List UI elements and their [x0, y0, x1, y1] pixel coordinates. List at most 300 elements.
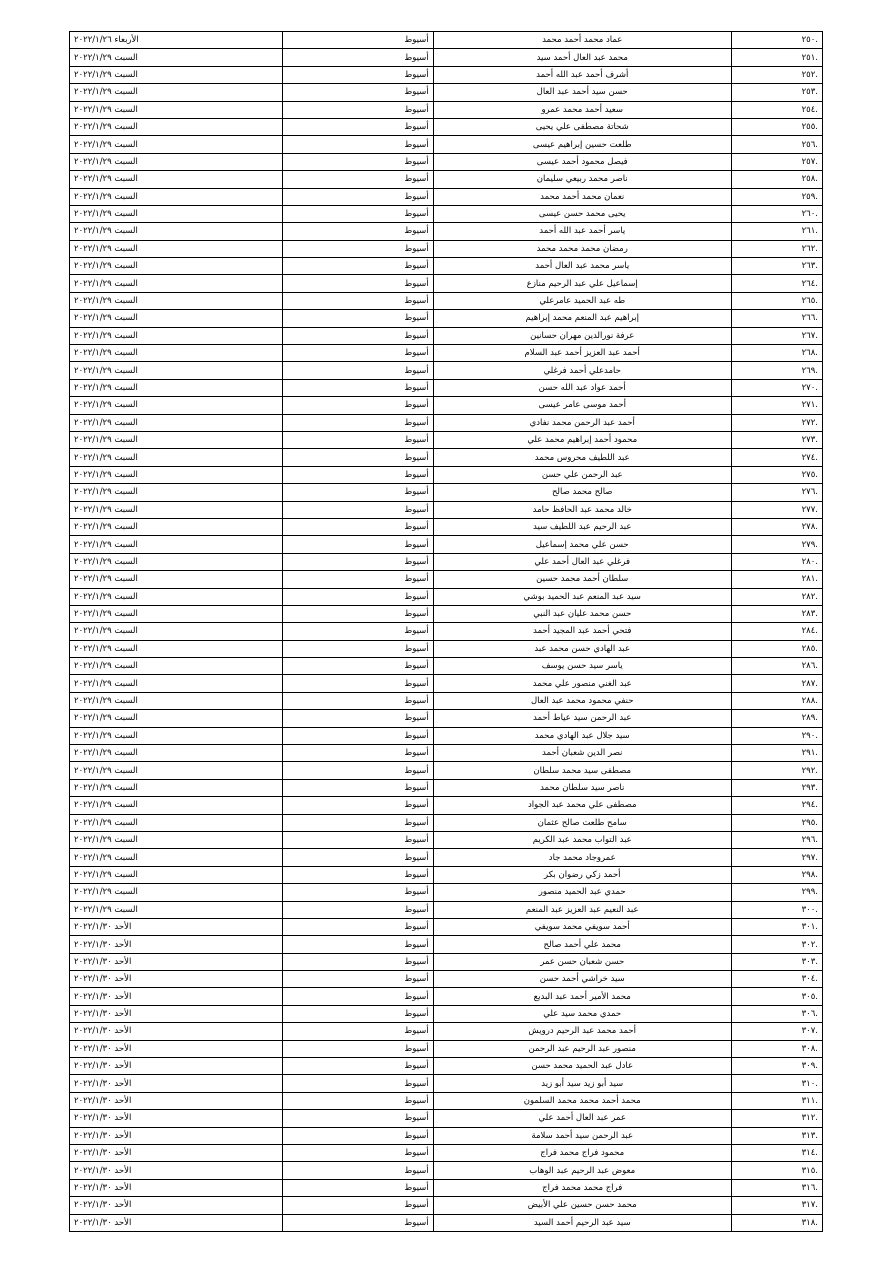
person-name: ياسر أحمد عبد الله أحمد: [433, 223, 731, 240]
city: أسيوط: [283, 640, 433, 657]
row-number: .٢٦٢: [731, 240, 822, 257]
table-row: [70, 397, 823, 414]
row-number: .٢٨٧: [731, 675, 822, 692]
city: أسيوط: [283, 501, 433, 518]
date: السبت ٢٠٢٢/١/٢٩: [70, 310, 283, 327]
table-row: [70, 118, 823, 135]
row-number: .٣١٠: [731, 1075, 822, 1092]
person-name: محمد علي أحمد صالح: [433, 936, 731, 953]
table-row: [70, 779, 823, 796]
row-number: .٢٧٥: [731, 466, 822, 483]
city: أسيوط: [283, 1179, 433, 1196]
city: أسيوط: [283, 710, 433, 727]
person-name: عبد الهادي حسن محمد عبد: [433, 640, 731, 657]
date: السبت ٢٠٢٢/١/٢٩: [70, 849, 283, 866]
person-name: حمدي عبد الحميد منصور: [433, 884, 731, 901]
table-row: [70, 1110, 823, 1127]
person-name: سيد جلال عبد الهادي محمد: [433, 727, 731, 744]
row-number: .٢٨٣: [731, 605, 822, 622]
date: السبت ٢٠٢٢/١/٢٩: [70, 449, 283, 466]
table-row: [70, 414, 823, 431]
person-name: عبد الغني منصور علي محمد: [433, 675, 731, 692]
person-name: عبد الرحمن سيد عياط أحمد: [433, 710, 731, 727]
city: أسيوط: [283, 32, 433, 49]
table-row: [70, 84, 823, 101]
date: الأحد ٢٠٢٢/١/٣٠: [70, 936, 283, 953]
row-number: .٣٠١: [731, 918, 822, 935]
city: أسيوط: [283, 1145, 433, 1162]
table-row: [70, 501, 823, 518]
row-number: .٢٥١: [731, 49, 822, 66]
person-name: عبد النعيم عبد العزيز عبد المنعم: [433, 901, 731, 918]
table-row: [70, 484, 823, 501]
row-number: .٢٧٦: [731, 484, 822, 501]
date: السبت ٢٠٢٢/١/٢٩: [70, 153, 283, 170]
person-name: شحاتة مصطفى علي يحيى: [433, 118, 731, 135]
table-row: [70, 901, 823, 918]
date: السبت ٢٠٢٢/١/٢٩: [70, 762, 283, 779]
table-row: [70, 240, 823, 257]
date: السبت ٢٠٢٢/١/٢٩: [70, 831, 283, 848]
city: أسيوط: [283, 66, 433, 83]
row-number: .٢٧٣: [731, 431, 822, 448]
date: السبت ٢٠٢٢/١/٢٩: [70, 171, 283, 188]
person-name: عبد الرحمن علي حسن: [433, 466, 731, 483]
row-number: .٣٠٢: [731, 936, 822, 953]
date: السبت ٢٠٢٢/١/٢٩: [70, 623, 283, 640]
person-name: طلعت حسين إبراهيم عيسى: [433, 136, 731, 153]
date: الأحد ٢٠٢٢/١/٣٠: [70, 1005, 283, 1022]
row-number: .٢٨٠: [731, 553, 822, 570]
city: أسيوط: [283, 988, 433, 1005]
date: السبت ٢٠٢٢/١/٢٩: [70, 345, 283, 362]
person-name: أحمد موسى عامر عيسى: [433, 397, 731, 414]
table-row: [70, 101, 823, 118]
row-number: .٣٠٦: [731, 1005, 822, 1022]
table-row: [70, 1179, 823, 1196]
city: أسيوط: [283, 588, 433, 605]
city: أسيوط: [283, 553, 433, 570]
date: السبت ٢٠٢٢/١/٢٩: [70, 588, 283, 605]
date: السبت ٢٠٢٢/١/٢٩: [70, 710, 283, 727]
table-row: [70, 675, 823, 692]
city: أسيوط: [283, 623, 433, 640]
table-row: [70, 658, 823, 675]
person-name: محمد الأمير أحمد عبد البديع: [433, 988, 731, 1005]
row-number: .٣٠٠: [731, 901, 822, 918]
row-number: .٣٠٧: [731, 1023, 822, 1040]
city: أسيوط: [283, 953, 433, 970]
date: السبت ٢٠٢٢/١/٢٩: [70, 675, 283, 692]
table-row: [70, 205, 823, 222]
person-name: أحمد عبد العزيز أحمد عبد السلام: [433, 345, 731, 362]
date: الأحد ٢٠٢٢/١/٣٠: [70, 1197, 283, 1214]
row-number: .٢٨٢: [731, 588, 822, 605]
date: السبت ٢٠٢٢/١/٢٩: [70, 240, 283, 257]
date: الأربعاء ٢٠٢٢/١/٢٦: [70, 32, 283, 49]
city: أسيوط: [283, 362, 433, 379]
row-number: .٢٧٩: [731, 536, 822, 553]
person-name: أحمد محمد عبد الرحيم درويش: [433, 1023, 731, 1040]
city: أسيوط: [283, 1040, 433, 1057]
person-name: عمروجاد محمد جاد: [433, 849, 731, 866]
date: السبت ٢٠٢٢/١/٢٩: [70, 66, 283, 83]
city: أسيوط: [283, 379, 433, 396]
city: أسيوط: [283, 971, 433, 988]
row-number: .٢٩٢: [731, 762, 822, 779]
date: الأحد ٢٠٢٢/١/٣٠: [70, 971, 283, 988]
city: أسيوط: [283, 484, 433, 501]
date: الأحد ٢٠٢٢/١/٣٠: [70, 1179, 283, 1196]
date: السبت ٢٠٢٢/١/٢٩: [70, 136, 283, 153]
row-number: .٢٦٤: [731, 275, 822, 292]
row-number: .٢٧٤: [731, 449, 822, 466]
row-number: .٢٧٧: [731, 501, 822, 518]
row-number: .٢٨٥: [731, 640, 822, 657]
person-name: سيد أبو زيد سيد أبو زيد: [433, 1075, 731, 1092]
city: أسيوط: [283, 310, 433, 327]
row-number: .٢٥٨: [731, 171, 822, 188]
date: السبت ٢٠٢٢/١/٢٩: [70, 797, 283, 814]
city: أسيوط: [283, 101, 433, 118]
date: السبت ٢٠٢٢/١/٢٩: [70, 292, 283, 309]
city: أسيوط: [283, 223, 433, 240]
table-row: [70, 623, 823, 640]
date: السبت ٢٠٢٢/١/٢٩: [70, 658, 283, 675]
city: أسيوط: [283, 779, 433, 796]
row-number: .٢٥٠: [731, 32, 822, 49]
city: أسيوط: [283, 118, 433, 135]
person-name: فيصل محمود أحمد عيسى: [433, 153, 731, 170]
city: أسيوط: [283, 414, 433, 431]
person-name: أحمد زكي رضوان بكر: [433, 866, 731, 883]
city: أسيوط: [283, 327, 433, 344]
person-name: معوض عبد الرحيم عبد الوهاب: [433, 1162, 731, 1179]
city: أسيوط: [283, 1023, 433, 1040]
table-row: [70, 1162, 823, 1179]
person-name: أحمد عبد الرحمن محمد نفادي: [433, 414, 731, 431]
city: أسيوط: [283, 431, 433, 448]
row-number: .٢٦٨: [731, 345, 822, 362]
person-name: عبد اللطيف محروس محمد: [433, 449, 731, 466]
person-name: ناصر سيد سلطان محمد: [433, 779, 731, 796]
table-row: [70, 275, 823, 292]
date: السبت ٢٠٢٢/١/٢٩: [70, 571, 283, 588]
date: السبت ٢٠٢٢/١/٢٩: [70, 727, 283, 744]
city: أسيوط: [283, 745, 433, 762]
names-table: [69, 31, 823, 1232]
row-number: .٢٩٣: [731, 779, 822, 796]
person-name: عبد الرحمن سيد أحمد سلامة: [433, 1127, 731, 1144]
city: أسيوط: [283, 884, 433, 901]
city: أسيوط: [283, 258, 433, 275]
table-row: [70, 1040, 823, 1057]
person-name: سلطان أحمد محمد حسين: [433, 571, 731, 588]
city: أسيوط: [283, 936, 433, 953]
date: الأحد ٢٠٢٢/١/٣٠: [70, 1145, 283, 1162]
table-row: [70, 988, 823, 1005]
date: السبت ٢٠٢٢/١/٢٩: [70, 779, 283, 796]
date: السبت ٢٠٢٢/١/٢٩: [70, 640, 283, 657]
row-number: .٢٧٠: [731, 379, 822, 396]
row-number: .٢٦٩: [731, 362, 822, 379]
table-row: [70, 710, 823, 727]
row-number: .٢٩٥: [731, 814, 822, 831]
city: أسيوط: [283, 518, 433, 535]
city: أسيوط: [283, 466, 433, 483]
date: السبت ٢٠٢٢/١/٢٩: [70, 605, 283, 622]
row-number: .٢٥٣: [731, 84, 822, 101]
person-name: حسن محمد عليان عبد النبي: [433, 605, 731, 622]
row-number: .٢٦٥: [731, 292, 822, 309]
person-name: سيد عبد الرحيم أحمد السيد: [433, 1214, 731, 1231]
person-name: يحيى محمد حسن عيسى: [433, 205, 731, 222]
table-row: [70, 745, 823, 762]
person-name: محمود أحمد إبراهيم محمد علي: [433, 431, 731, 448]
city: أسيوط: [283, 1110, 433, 1127]
row-number: .٣١٧: [731, 1197, 822, 1214]
person-name: خالد محمد عبد الحافظ حامد: [433, 501, 731, 518]
table-row: [70, 153, 823, 170]
person-name: نعمان محمد أحمد محمد: [433, 188, 731, 205]
table-row: [70, 849, 823, 866]
date: السبت ٢٠٢٢/١/٢٩: [70, 205, 283, 222]
table-row: [70, 831, 823, 848]
person-name: حمدي محمد سيد علي: [433, 1005, 731, 1022]
date: السبت ٢٠٢٢/١/٢٩: [70, 258, 283, 275]
person-name: نصر الدين شعبان أحمد: [433, 745, 731, 762]
person-name: طه عبد الحميد عامرعلي: [433, 292, 731, 309]
row-number: .٢٨٨: [731, 692, 822, 709]
person-name: عبد الرحيم عبد اللطيف سيد: [433, 518, 731, 535]
city: أسيوط: [283, 292, 433, 309]
row-number: .٣١٨: [731, 1214, 822, 1231]
table-row: [70, 1005, 823, 1022]
person-name: محمد أحمد محمد محمد السلمون: [433, 1092, 731, 1109]
city: أسيوط: [283, 49, 433, 66]
city: أسيوط: [283, 814, 433, 831]
person-name: محمد عبد العال أحمد سيد: [433, 49, 731, 66]
row-number: .٣٠٩: [731, 1058, 822, 1075]
table-row: [70, 1127, 823, 1144]
table-row: [70, 936, 823, 953]
date: الأحد ٢٠٢٢/١/٣٠: [70, 1023, 283, 1040]
table-row: [70, 379, 823, 396]
table-row: [70, 553, 823, 570]
city: أسيوط: [283, 1058, 433, 1075]
city: أسيوط: [283, 345, 433, 362]
row-number: .٣١٤: [731, 1145, 822, 1162]
table-row: [70, 571, 823, 588]
person-name: حسن شعبان حسن عمر: [433, 953, 731, 970]
city: أسيوط: [283, 240, 433, 257]
date: السبت ٢٠٢٢/١/٢٩: [70, 327, 283, 344]
table-row: [70, 310, 823, 327]
table-row: [70, 223, 823, 240]
row-number: .٢٥٦: [731, 136, 822, 153]
row-number: .٣٠٤: [731, 971, 822, 988]
row-number: .٣١٥: [731, 1162, 822, 1179]
city: أسيوط: [283, 275, 433, 292]
person-name: ياسر محمد عبد العال أحمد: [433, 258, 731, 275]
table-row: [70, 953, 823, 970]
row-number: .٢٦٠: [731, 205, 822, 222]
table-row: [70, 136, 823, 153]
date: الأحد ٢٠٢٢/١/٣٠: [70, 953, 283, 970]
table-body: [70, 32, 823, 1232]
date: السبت ٢٠٢٢/١/٢٩: [70, 466, 283, 483]
date: السبت ٢٠٢٢/١/٢٩: [70, 745, 283, 762]
table-row: [70, 49, 823, 66]
date: الأحد ٢٠٢٢/١/٣٠: [70, 988, 283, 1005]
city: أسيوط: [283, 397, 433, 414]
person-name: صالح محمد صالح: [433, 484, 731, 501]
city: أسيوط: [283, 727, 433, 744]
date: السبت ٢٠٢٢/١/٢٩: [70, 275, 283, 292]
city: أسيوط: [283, 1127, 433, 1144]
table-row: [70, 692, 823, 709]
row-number: .٣٠٨: [731, 1040, 822, 1057]
city: أسيوط: [283, 84, 433, 101]
table-row: [70, 866, 823, 883]
row-number: .٢٩٠: [731, 727, 822, 744]
person-name: حسن علي محمد إسماعيل: [433, 536, 731, 553]
row-number: .٢٥٧: [731, 153, 822, 170]
date: الأحد ٢٠٢٢/١/٣٠: [70, 1127, 283, 1144]
person-name: فرغلي عبد العال أحمد علي: [433, 553, 731, 570]
row-number: .٢٨٩: [731, 710, 822, 727]
city: أسيوط: [283, 918, 433, 935]
city: أسيوط: [283, 1214, 433, 1231]
row-number: .٣٠٥: [731, 988, 822, 1005]
person-name: منصور عبد الرحيم عبد الرحمن: [433, 1040, 731, 1057]
person-name: فتحي أحمد عبد المجيد أحمد: [433, 623, 731, 640]
date: الأحد ٢٠٢٢/١/٣٠: [70, 1214, 283, 1231]
row-number: .٣١٣: [731, 1127, 822, 1144]
date: السبت ٢٠٢٢/١/٢٩: [70, 101, 283, 118]
person-name: عبد التواب محمد عبد الكريم: [433, 831, 731, 848]
table-row: [70, 1197, 823, 1214]
table-row: [70, 762, 823, 779]
person-name: أحمد عواد عبد الله حسن: [433, 379, 731, 396]
date: السبت ٢٠٢٢/١/٢٩: [70, 414, 283, 431]
row-number: .٢٦٧: [731, 327, 822, 344]
table-row: [70, 327, 823, 344]
city: أسيوط: [283, 1075, 433, 1092]
table-row: [70, 1092, 823, 1109]
table-row: [70, 884, 823, 901]
city: أسيوط: [283, 692, 433, 709]
date: السبت ٢٠٢٢/١/٢٩: [70, 901, 283, 918]
table-row: [70, 971, 823, 988]
person-name: رمضان محمد محمد محمد: [433, 240, 731, 257]
person-name: ناصر محمد ربيعي سليمان: [433, 171, 731, 188]
table-row: [70, 1214, 823, 1231]
table-row: [70, 1023, 823, 1040]
city: أسيوط: [283, 675, 433, 692]
city: أسيوط: [283, 205, 433, 222]
person-name: حنفي محمود محمد عبد العال: [433, 692, 731, 709]
person-name: إسماعيل علي عبد الرحيم منازع: [433, 275, 731, 292]
date: السبت ٢٠٢٢/١/٢٩: [70, 553, 283, 570]
table-row: [70, 292, 823, 309]
person-name: فراج محمد محمد فراج: [433, 1179, 731, 1196]
table-row: [70, 518, 823, 535]
city: أسيوط: [283, 797, 433, 814]
row-number: .٢٨٤: [731, 623, 822, 640]
date: السبت ٢٠٢٢/١/٢٩: [70, 49, 283, 66]
person-name: عماد محمد أحمد محمد: [433, 32, 731, 49]
person-name: عمر عبد العال أحمد علي: [433, 1110, 731, 1127]
row-number: .٢٩٦: [731, 831, 822, 848]
city: أسيوط: [283, 901, 433, 918]
city: أسيوط: [283, 658, 433, 675]
date: السبت ٢٠٢٢/١/٢٩: [70, 884, 283, 901]
city: أسيوط: [283, 536, 433, 553]
table-row: [70, 32, 823, 49]
row-number: .٢٩٨: [731, 866, 822, 883]
city: أسيوط: [283, 831, 433, 848]
city: أسيوط: [283, 866, 433, 883]
person-name: عادل عبد الحميد محمد حسن: [433, 1058, 731, 1075]
date: الأحد ٢٠٢٢/١/٣٠: [70, 1058, 283, 1075]
table-row: [70, 1075, 823, 1092]
table-row: [70, 814, 823, 831]
person-name: مصطفى سيد محمد سلطان: [433, 762, 731, 779]
city: أسيوط: [283, 449, 433, 466]
row-number: .٣٠٣: [731, 953, 822, 970]
row-number: .٣١١: [731, 1092, 822, 1109]
date: السبت ٢٠٢٢/١/٢٩: [70, 518, 283, 535]
date: السبت ٢٠٢٢/١/٢٩: [70, 484, 283, 501]
row-number: .٢٦١: [731, 223, 822, 240]
date: السبت ٢٠٢٢/١/٢٩: [70, 397, 283, 414]
table-row: [70, 431, 823, 448]
date: السبت ٢٠٢٢/١/٢٩: [70, 431, 283, 448]
table-row: [70, 1058, 823, 1075]
person-name: سامح طلعت صالح عثمان: [433, 814, 731, 831]
date: السبت ٢٠٢٢/١/٢٩: [70, 84, 283, 101]
person-name: محمد حسن حسين علي الأبيض: [433, 1197, 731, 1214]
table-row: [70, 536, 823, 553]
row-number: .٢٥٢: [731, 66, 822, 83]
person-name: حامدعلي أحمد فرغلي: [433, 362, 731, 379]
row-number: .٢٥٩: [731, 188, 822, 205]
table-row: [70, 588, 823, 605]
date: الأحد ٢٠٢٢/١/٣٠: [70, 1110, 283, 1127]
table-row: [70, 171, 823, 188]
date: السبت ٢٠٢٢/١/٢٩: [70, 814, 283, 831]
date: السبت ٢٠٢٢/١/٢٩: [70, 866, 283, 883]
city: أسيوط: [283, 849, 433, 866]
row-number: .٢٥٥: [731, 118, 822, 135]
row-number: .٣١٢: [731, 1110, 822, 1127]
row-number: .٢٥٤: [731, 101, 822, 118]
person-name: أشرف أحمد عبد الله أحمد: [433, 66, 731, 83]
person-name: مصطفى علي محمد عبد الجواد: [433, 797, 731, 814]
date: الأحد ٢٠٢٢/١/٣٠: [70, 918, 283, 935]
table-row: [70, 466, 823, 483]
row-number: .٢٩٩: [731, 884, 822, 901]
city: أسيوط: [283, 605, 433, 622]
person-name: سيد عبد المنعم عبد الحميد بوشي: [433, 588, 731, 605]
person-name: ياسر سيد حسن يوسف: [433, 658, 731, 675]
row-number: .٢٦٣: [731, 258, 822, 275]
city: أسيوط: [283, 762, 433, 779]
city: أسيوط: [283, 1092, 433, 1109]
table-row: [70, 605, 823, 622]
person-name: حسن سيد أحمد عبد العال: [433, 84, 731, 101]
